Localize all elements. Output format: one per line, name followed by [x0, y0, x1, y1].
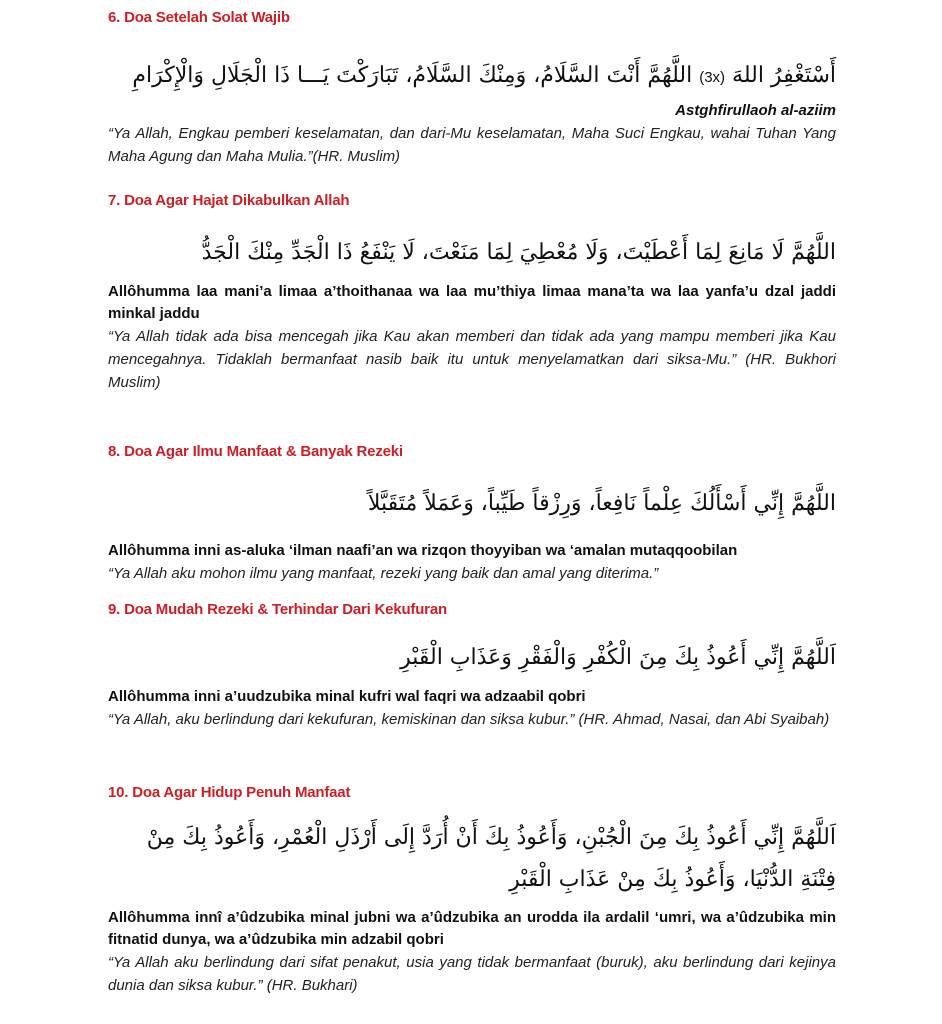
- translation-text: “Ya Allah aku berlindung dari sifat penakut, usia yang tidak bermanfaat (buruk), aku berlindung dari kejinya dunia dan siksa kubur.” (HR. Bukhari): [108, 954, 836, 994]
- latin-transliteration: Allôhumma inni a’uudzubika minal kufri wal faqri wa adzaabil qobri: [108, 688, 586, 705]
- arabic-text: اللَّهُمَّ لَا مَانِعَ لِمَا أَعْطَيْتَ، وَلَا مُعْطِيَ لِمَا مَنَعْتَ، لَا يَنْفَعُ ذَا الْجَدِّ مِنْكَ الْجَدُّ: [201, 240, 836, 265]
- arabic-text: اَللَّهُمَّ إِنِّي أَعُوذُ بِكَ مِنَ الْكُفْرِ وَالْفَقْرِ وَعَذَابِ الْقَبْرِ: [400, 645, 836, 670]
- arabic-istighfar: أَسْتَغْفِرُ اللهَ: [732, 63, 836, 88]
- translation-text: “Ya Allah tidak ada bisa mencegah jika Kau akan memberi dan tidak ada yang mampu memberi jika Kau mencegahnya. Tidaklah bermanfaat nasib baik itu untuk menyelamatkan dari siksa-Mu.” (HR. Bukhori Muslim): [108, 328, 836, 391]
- translation-text: “Ya Allah, Engkau pemberi keselamatan, dan dari-Mu keselamatan, Maha Suci Engkau, wahai Tuhan Yang Maha Agung dan Maha Mulia.”(HR. Muslim): [108, 125, 836, 165]
- prayer-section-10: [108, 783, 836, 997]
- arabic-prayer: اللَّهُمَّ أَنْتَ السَّلَامُ، وَمِنْكَ السَّلَامُ، تَبَارَكْتَ يَـــا ذَا الْجَلَالِ وَالْإِكْرَامِ: [132, 63, 693, 88]
- section-heading: 6. Doa Setelah Solat Wajib: [108, 9, 290, 26]
- section-heading: 10. Doa Agar Hidup Penuh Manfaat: [108, 784, 351, 801]
- section-heading: 7. Doa Agar Hajat Dikabulkan Allah: [108, 192, 350, 209]
- section-heading: 9. Doa Mudah Rezeki & Terhindar Dari Kekufuran: [108, 601, 447, 618]
- latin-transliteration: Allôhumma innî a’ûdzubika minal jubni wa a’ûdzubika an urodda ila ardalil ‘umri, wa a’ûdzubika min fitnatid dunya, wa a’ûdzubika min adzabil qobri: [108, 909, 836, 948]
- arabic-text: اَللَّهُمَّ إِنِّي أَعُوذُ بِكَ مِنَ الْجُبْنِ، وَأَعُوذُ بِكَ أَنْ أُرَدَّ إِلَى أَرْذَلِ الْعُمْرِ، وَأَعُوذُ بِكَ مِنْ فِتْنَةِ الدُّنْيَا، وَأَعُوذُ بِكَ مِنْ عَذَابِ الْقَبْرِ: [146, 825, 836, 892]
- translation-text: “Ya Allah, aku berlindung dari kekufuran, kemiskinan dan siksa kubur.” (HR. Ahmad, Nasai, dan Abi Syaibah): [108, 711, 830, 728]
- prayer-section-8: [108, 442, 836, 585]
- translation-text: “Ya Allah aku mohon ilmu yang manfaat, rezeki yang baik dan amal yang diterima.”: [108, 565, 659, 582]
- prayer-section-6: [108, 8, 836, 168]
- repeat-count-mark: (3x): [699, 69, 726, 86]
- arabic-text: [108, 54, 836, 100]
- latin-transliteration: Allôhumma laa mani’a limaa a’thoithanaa wa laa mu’thiya limaa mana’ta wa laa yanfa’u dzal jaddi minkal jaddu: [108, 283, 836, 322]
- prayer-section-9: [108, 600, 836, 731]
- arabic-text: اللَّهُمَّ إِنِّي أَسْأَلُكَ عِلْماً نَافِعاً، وَرِزْقاً طَيِّباً، وَعَمَلاً مُتَقَبَّلاً: [367, 491, 836, 516]
- prayer-section-7: [108, 191, 836, 394]
- latin-transliteration: Allôhumma inni as-aluka ‘ilman naafi’an wa rizqon thoyyiban wa ‘amalan mutaqqoobilan: [108, 542, 738, 559]
- latin-transliteration: Astghfirullaoh al-aziim: [675, 102, 836, 119]
- section-heading: 8. Doa Agar Ilmu Manfaat & Banyak Rezeki: [108, 443, 403, 460]
